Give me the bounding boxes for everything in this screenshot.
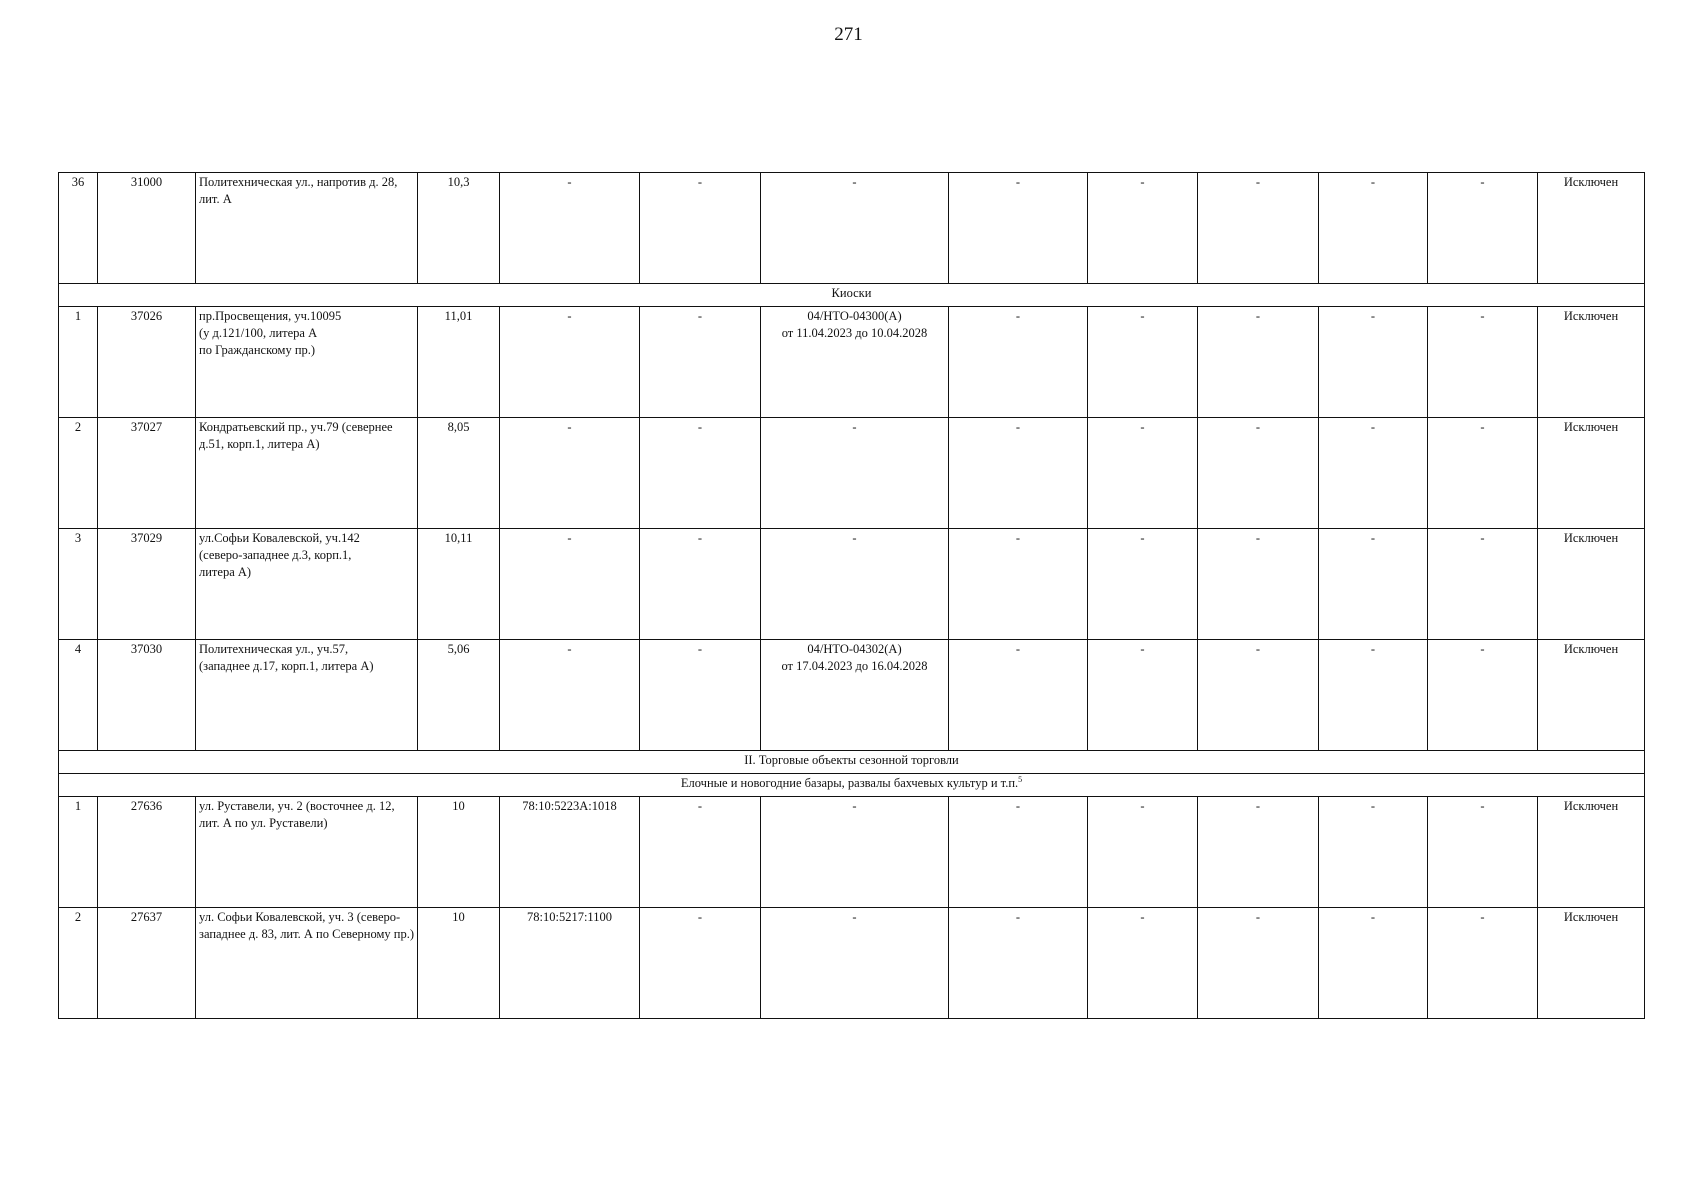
section-title (59, 284, 1645, 307)
column-12-cell: - (1428, 908, 1538, 1019)
status-cell: Исключен (1538, 418, 1645, 529)
page-number: 271 (834, 24, 863, 45)
column-8-cell: - (949, 307, 1088, 418)
column-8-cell: - (949, 418, 1088, 529)
code-cell: 27636 (98, 797, 196, 908)
row-number-cell: 2 (59, 418, 98, 529)
table-row (59, 640, 1645, 751)
section-title-text: Елочные и новогодние базары, развалы бахчевых культур и т.п. (680, 776, 1019, 790)
row-number-cell: 3 (59, 529, 98, 640)
column-11-cell: - (1319, 640, 1428, 751)
column-10-cell: - (1198, 418, 1319, 529)
column-11-cell: - (1319, 797, 1428, 908)
contract-cell: - (761, 418, 949, 529)
table-body (59, 173, 1645, 1019)
column-9-cell: - (1088, 797, 1198, 908)
column-10-cell: - (1198, 307, 1319, 418)
register-table (58, 172, 1645, 1019)
status-cell: Исключен (1538, 797, 1645, 908)
column-12-cell: - (1428, 640, 1538, 751)
column-6-cell: - (640, 529, 761, 640)
column-6-cell: - (640, 307, 761, 418)
column-12-cell: - (1428, 307, 1538, 418)
table-row (59, 797, 1645, 908)
status-cell: Исключен (1538, 307, 1645, 418)
column-9-cell: - (1088, 529, 1198, 640)
column-12-cell: - (1428, 797, 1538, 908)
contract-cell: - (761, 797, 949, 908)
column-10-cell: - (1198, 640, 1319, 751)
column-9-cell: - (1088, 307, 1198, 418)
contract-cell: 04/НТО-04302(А) от 17.04.2023 до 16.04.2028 (761, 640, 949, 751)
address-cell: ул.Софьи Ковалевской, уч.142 (северо-западнее д.3, корп.1, литера А) (196, 529, 418, 640)
table-row (59, 908, 1645, 1019)
row-number-cell: 36 (59, 173, 98, 284)
row-number-cell: 4 (59, 640, 98, 751)
status-cell: Исключен (1538, 529, 1645, 640)
column-10-cell: - (1198, 529, 1319, 640)
column-12-cell: - (1428, 418, 1538, 529)
row-number-cell: 2 (59, 908, 98, 1019)
cadastral-cell: - (500, 529, 640, 640)
table-row (59, 418, 1645, 529)
area-cell: 8,05 (418, 418, 500, 529)
address-cell: ул. Руставели, уч. 2 (восточнее д. 12, лит. А по ул. Руставели) (196, 797, 418, 908)
contract-cell: 04/НТО-04300(А) от 11.04.2023 до 10.04.2028 (761, 307, 949, 418)
area-cell: 5,06 (418, 640, 500, 751)
address-cell: Политехническая ул., уч.57, (западнее д.17, корп.1, литера А) (196, 640, 418, 751)
area-cell: 11,01 (418, 307, 500, 418)
status-cell: Исключен (1538, 640, 1645, 751)
column-6-cell: - (640, 173, 761, 284)
footnote-mark: 5 (1018, 774, 1023, 784)
section-title (59, 751, 1645, 774)
address-cell: ул. Софьи Ковалевской, уч. 3 (северо-западнее д. 83, лит. А по Северному пр.) (196, 908, 418, 1019)
column-9-cell: - (1088, 418, 1198, 529)
column-6-cell: - (640, 418, 761, 529)
column-11-cell: - (1319, 908, 1428, 1019)
address-cell: Политехническая ул., напротив д. 28, лит. А (196, 173, 418, 284)
column-8-cell: - (949, 529, 1088, 640)
column-8-cell: - (949, 640, 1088, 751)
column-11-cell: - (1319, 307, 1428, 418)
cadastral-cell: - (500, 307, 640, 418)
code-cell: 37029 (98, 529, 196, 640)
contract-cell: - (761, 173, 949, 284)
status-cell: Исключен (1538, 908, 1645, 1019)
column-8-cell: - (949, 173, 1088, 284)
column-10-cell: - (1198, 908, 1319, 1019)
area-cell: 10,3 (418, 173, 500, 284)
cadastral-cell: - (500, 418, 640, 529)
column-9-cell: - (1088, 908, 1198, 1019)
column-10-cell: - (1198, 173, 1319, 284)
column-11-cell: - (1319, 418, 1428, 529)
section-header-row (59, 751, 1645, 774)
column-8-cell: - (949, 908, 1088, 1019)
row-number-cell: 1 (59, 307, 98, 418)
cadastral-cell: - (500, 640, 640, 751)
column-11-cell: - (1319, 173, 1428, 284)
address-cell: Кондратьевский пр., уч.79 (севернее д.51, корп.1, литера А) (196, 418, 418, 529)
column-6-cell: - (640, 797, 761, 908)
column-12-cell: - (1428, 529, 1538, 640)
code-cell: 37027 (98, 418, 196, 529)
section-header-row (59, 774, 1645, 797)
table-row (59, 307, 1645, 418)
row-number-cell: 1 (59, 797, 98, 908)
cadastral-cell: 78:10:5217:1100 (500, 908, 640, 1019)
table-row (59, 529, 1645, 640)
cadastral-cell: 78:10:5223А:1018 (500, 797, 640, 908)
column-9-cell: - (1088, 640, 1198, 751)
status-cell: Исключен (1538, 173, 1645, 284)
column-12-cell: - (1428, 173, 1538, 284)
table-row (59, 173, 1645, 284)
column-6-cell: - (640, 640, 761, 751)
code-cell: 37026 (98, 307, 196, 418)
code-cell: 31000 (98, 173, 196, 284)
contract-cell: - (761, 529, 949, 640)
section-title-text: II. Торговые объекты сезонной торговли (744, 753, 959, 767)
code-cell: 27637 (98, 908, 196, 1019)
address-cell: пр.Просвещения, уч.10095 (у д.121/100, литера А по Гражданскому пр.) (196, 307, 418, 418)
area-cell: 10 (418, 797, 500, 908)
column-6-cell: - (640, 908, 761, 1019)
area-cell: 10 (418, 908, 500, 1019)
column-11-cell: - (1319, 529, 1428, 640)
section-header-row (59, 284, 1645, 307)
column-10-cell: - (1198, 797, 1319, 908)
code-cell: 37030 (98, 640, 196, 751)
column-8-cell: - (949, 797, 1088, 908)
section-title (59, 774, 1645, 797)
column-9-cell: - (1088, 173, 1198, 284)
section-title-text: Киоски (831, 286, 872, 300)
area-cell: 10,11 (418, 529, 500, 640)
cadastral-cell: - (500, 173, 640, 284)
contract-cell: - (761, 908, 949, 1019)
